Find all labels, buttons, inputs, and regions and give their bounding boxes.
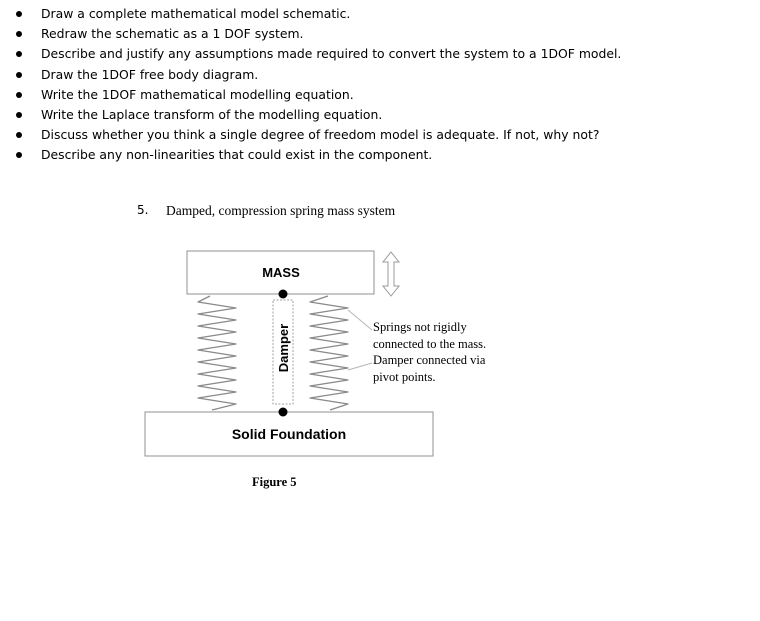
figure-note bbox=[373, 319, 486, 385]
task-text: Describe any non-linearities that could exist in the component. bbox=[41, 147, 433, 163]
left-spring bbox=[198, 296, 236, 410]
task-text: Draw a complete mathematical model schematic. bbox=[41, 6, 351, 21]
foundation-label: Solid Foundation bbox=[231, 426, 347, 442]
task-text: Discuss whether you think a single degree of freedom model is adequate. If not, why not? bbox=[41, 127, 600, 143]
bottom-pivot-icon bbox=[279, 408, 288, 417]
mass-label: MASS bbox=[262, 265, 300, 280]
callout-line-upper bbox=[348, 310, 372, 330]
question-number: 5. bbox=[137, 203, 149, 217]
task-text: Redraw the schematic as a 1 DOF system. bbox=[41, 26, 304, 42]
callout-line-lower bbox=[348, 363, 372, 370]
figure-note-line: Damper connected via bbox=[373, 353, 486, 367]
right-spring bbox=[310, 296, 348, 410]
task-text: Write the Laplace transform of the modelling equation. bbox=[41, 106, 383, 122]
figure-note-line: pivot points. bbox=[373, 369, 436, 384]
figure-note-line: Springs not rigidly bbox=[373, 320, 467, 334]
figure-caption: Figure 5 bbox=[252, 475, 297, 489]
figure-note-line: connected to the mass. bbox=[373, 336, 487, 351]
damper-label: Damper bbox=[276, 323, 291, 373]
double-arrow-icon bbox=[383, 252, 399, 296]
task-text: Write the 1DOF mathematical modelling equation. bbox=[41, 86, 354, 102]
task-text: Describe and justify any assumptions made required to convert the system to a 1DOF model. bbox=[41, 46, 622, 62]
top-pivot-icon bbox=[279, 290, 288, 299]
task-text: Draw the 1DOF free body diagram. bbox=[41, 66, 259, 82]
question-title: Damped, compression spring mass system bbox=[166, 203, 396, 218]
